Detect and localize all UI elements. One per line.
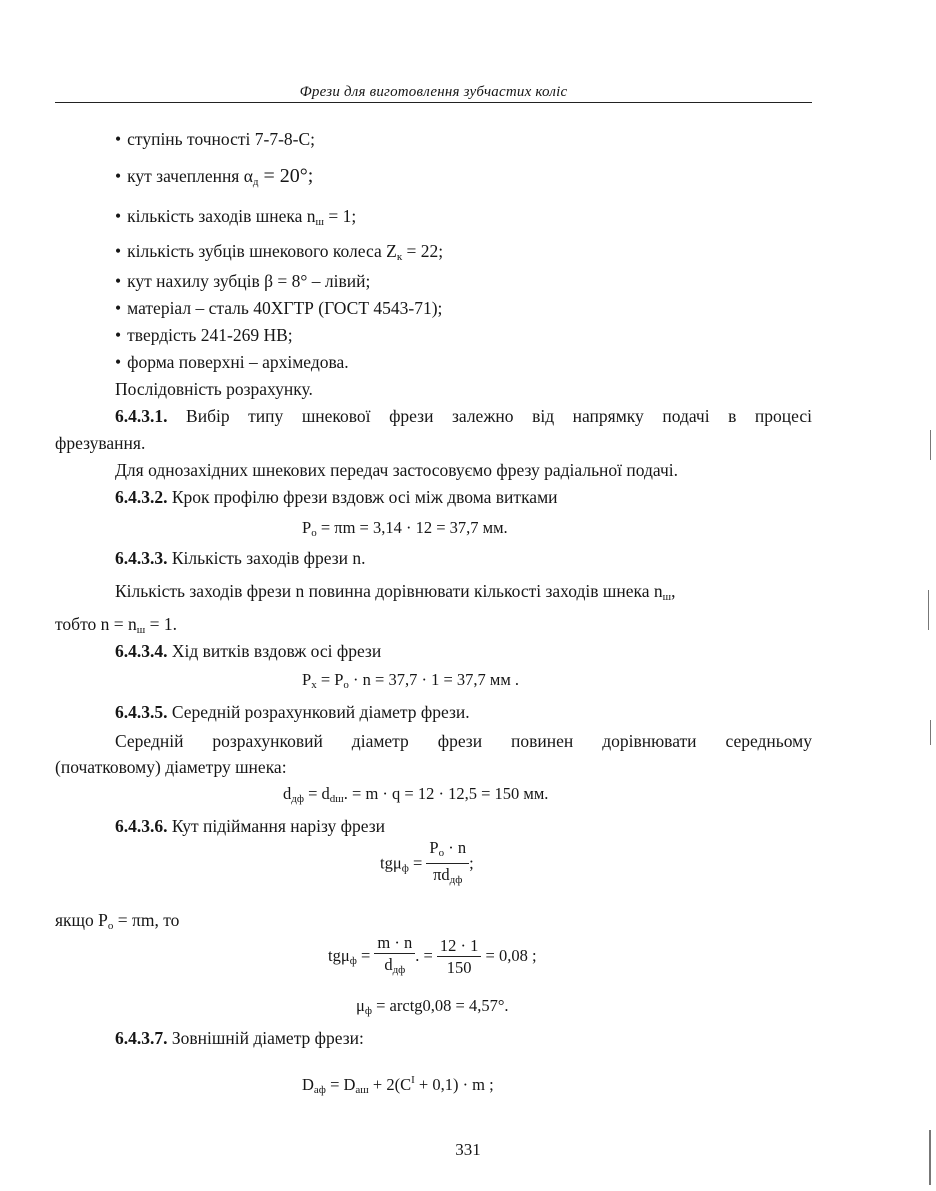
running-header: Фрези для виготовлення зубчастих коліс	[299, 84, 568, 100]
body-text: тобто n = n	[55, 614, 137, 634]
formula-sup: I	[411, 1074, 415, 1086]
section-number: 6.4.3.2.	[115, 487, 168, 507]
formula-sub: дф	[392, 964, 406, 976]
z-value: = 22;	[402, 241, 444, 261]
denominator	[374, 954, 415, 981]
section-6-4-3-5-body: Середній розрахунковий діаметр фрези повинен дорівнювати середньому	[115, 731, 812, 751]
section-6-4-3-3-cont	[55, 613, 177, 641]
formula-part: = P	[316, 670, 344, 689]
section-number: 6.4.3.1.	[115, 406, 168, 426]
equals-sign: =	[408, 853, 427, 873]
sequence-heading: Послідовність розрахунку.	[115, 379, 313, 399]
formula-sub: x	[311, 679, 317, 691]
alpha-sub: д	[252, 176, 259, 188]
scan-mark	[929, 1130, 931, 1185]
formula-part: tgμ	[380, 853, 402, 873]
formula-helix-angle	[356, 995, 509, 1022]
formula-lead	[302, 669, 519, 696]
section-text: Зовнішній діаметр фрези:	[167, 1028, 364, 1048]
section-number: 6.4.3.6.	[115, 816, 168, 836]
section-6-4-3-7	[115, 1027, 364, 1049]
formula-sub: аш	[355, 1084, 369, 1096]
numerator	[426, 838, 469, 864]
formula-sub: дф	[291, 793, 304, 805]
formula-part: = arctg0,08 = 4,57°.	[372, 996, 509, 1015]
bullet-helix-angle: • кут нахилу зубців β = 8° – лівий;	[115, 270, 370, 292]
bullet-text: кут зачеплення α	[127, 166, 253, 186]
formula-part: + 2(C	[368, 1075, 412, 1094]
formula-sub: о	[311, 527, 317, 539]
formula-part: P	[302, 670, 312, 689]
fraction	[374, 933, 415, 981]
formula-part: + 0,1) · m ;	[414, 1075, 494, 1094]
fraction	[437, 936, 482, 979]
bullet-wheel-teeth	[115, 240, 443, 268]
bullet-accuracy: • ступінь точності 7-7-8-С;	[115, 128, 315, 150]
page-number: 331	[455, 1140, 481, 1159]
formula-sub: ф	[364, 1005, 372, 1017]
formula-helix-value	[328, 933, 537, 981]
formula-part: . = m · q = 12 · 12,5 = 150 мм.	[343, 784, 549, 803]
denominator	[426, 864, 469, 891]
formula-part: = D	[325, 1075, 356, 1094]
body-text: = πm, то	[113, 910, 180, 930]
formula-part: μ	[356, 996, 365, 1015]
bullet-text: кількість зубців шнекового колеса Z	[127, 241, 397, 261]
section-6-4-3-6	[115, 815, 385, 837]
body-text: якщо P	[55, 910, 108, 930]
formula-part: d	[283, 784, 292, 803]
section-number: 6.4.3.3.	[115, 548, 168, 568]
formula-part: P	[429, 838, 439, 857]
n-value: = 1;	[324, 206, 357, 226]
formula-part: ;	[469, 853, 474, 873]
formula-sub: о	[438, 847, 445, 859]
section-6-4-3-5-cont: (початковому) діаметру шнека:	[55, 757, 287, 777]
formula-helix-tan	[380, 838, 474, 891]
section-text: Кількість заходів фрези n.	[167, 548, 366, 568]
formula-part: · n = 37,7 · 1 = 37,7 мм .	[348, 670, 520, 689]
formula-pitch	[302, 517, 508, 544]
formula-mean-diameter	[283, 783, 548, 810]
scan-mark	[930, 720, 931, 745]
section-number: 6.4.3.5.	[115, 702, 168, 722]
formula-sub: о	[343, 679, 349, 691]
formula-part: · n	[444, 838, 467, 857]
section-text: Вибір типу шнекової фрези залежно від напрямку подачі в процесі	[167, 406, 812, 426]
formula-sub: дф	[449, 874, 463, 886]
alpha-value: = 20°;	[258, 165, 314, 187]
z-sub: к	[396, 251, 403, 263]
section-6-4-3-1-cont: фрезування.	[55, 433, 146, 453]
formula-sub: dш	[329, 793, 344, 805]
formula-part: tgμ	[328, 945, 350, 965]
bullet-material: • матеріал – сталь 40ХГТР (ГОСТ 4543-71);	[115, 297, 442, 319]
body-sub: о	[107, 920, 114, 932]
bullet-text: кількість заходів шнека n	[127, 206, 316, 226]
formula-part: P	[302, 518, 312, 537]
section-number: 6.4.3.4.	[115, 641, 168, 661]
scan-mark	[928, 590, 929, 630]
formula-part: πd	[433, 865, 450, 884]
bullet-hardness: • твердість 241-269 НВ;	[115, 324, 293, 346]
section-text: Середній розрахунковий діаметр фрези.	[167, 702, 470, 722]
section-text: Крок профілю фрези вздовж осі між двома витками	[167, 487, 558, 507]
fraction	[426, 838, 469, 891]
section-text: Кут підіймання нарізу фрези	[167, 816, 386, 836]
body-sub: ш	[136, 624, 146, 636]
numerator: 12 · 1	[437, 936, 482, 957]
formula-part: = πm = 3,14 · 12 = 37,7 мм.	[316, 518, 508, 537]
if-condition	[55, 909, 179, 937]
body-sub: ш	[662, 591, 672, 603]
section-text: Хід витків вздовж осі фрези	[167, 641, 382, 661]
formula-part: d	[384, 955, 393, 974]
formula-outer-diameter	[302, 1069, 494, 1101]
formula-sub: ф	[349, 954, 357, 967]
formula-part: = 0,08 ;	[481, 945, 537, 965]
section-6-4-3-2	[115, 486, 558, 508]
bullet-pressure-angle	[115, 165, 313, 193]
body-text: = 1.	[145, 614, 177, 634]
bullet-surface: • форма поверхні – архімедова.	[115, 351, 349, 373]
body-text: ,	[671, 581, 676, 601]
section-6-4-3-5	[115, 701, 470, 723]
scan-mark	[930, 430, 931, 460]
numerator: m · n	[374, 933, 415, 954]
n-sub: ш	[315, 216, 324, 228]
equals-sign: =	[419, 945, 437, 965]
formula-part: D	[302, 1075, 314, 1094]
section-6-4-3-4	[115, 640, 381, 662]
equals-sign: =	[356, 945, 375, 965]
bullet-worm-starts	[115, 205, 356, 233]
section-6-4-3-3-body	[115, 580, 676, 608]
section-6-4-3-1	[115, 405, 812, 427]
denominator: 150	[446, 957, 472, 977]
header-rule	[55, 102, 812, 103]
formula-part: .	[415, 945, 420, 965]
formula-sub: аф	[313, 1084, 326, 1096]
formula-sub: ф	[401, 862, 409, 875]
section-number: 6.4.3.7.	[115, 1028, 168, 1048]
formula-part: = d	[303, 784, 330, 803]
section-6-4-3-3	[115, 547, 366, 569]
body-text: Кількість заходів фрези n повинна дорівнювати кількості заходів шнека n	[115, 581, 663, 601]
section-6-4-3-1-body: Для однозахідних шнекових передач застосовуємо фрезу радіальної подачі.	[115, 460, 679, 480]
